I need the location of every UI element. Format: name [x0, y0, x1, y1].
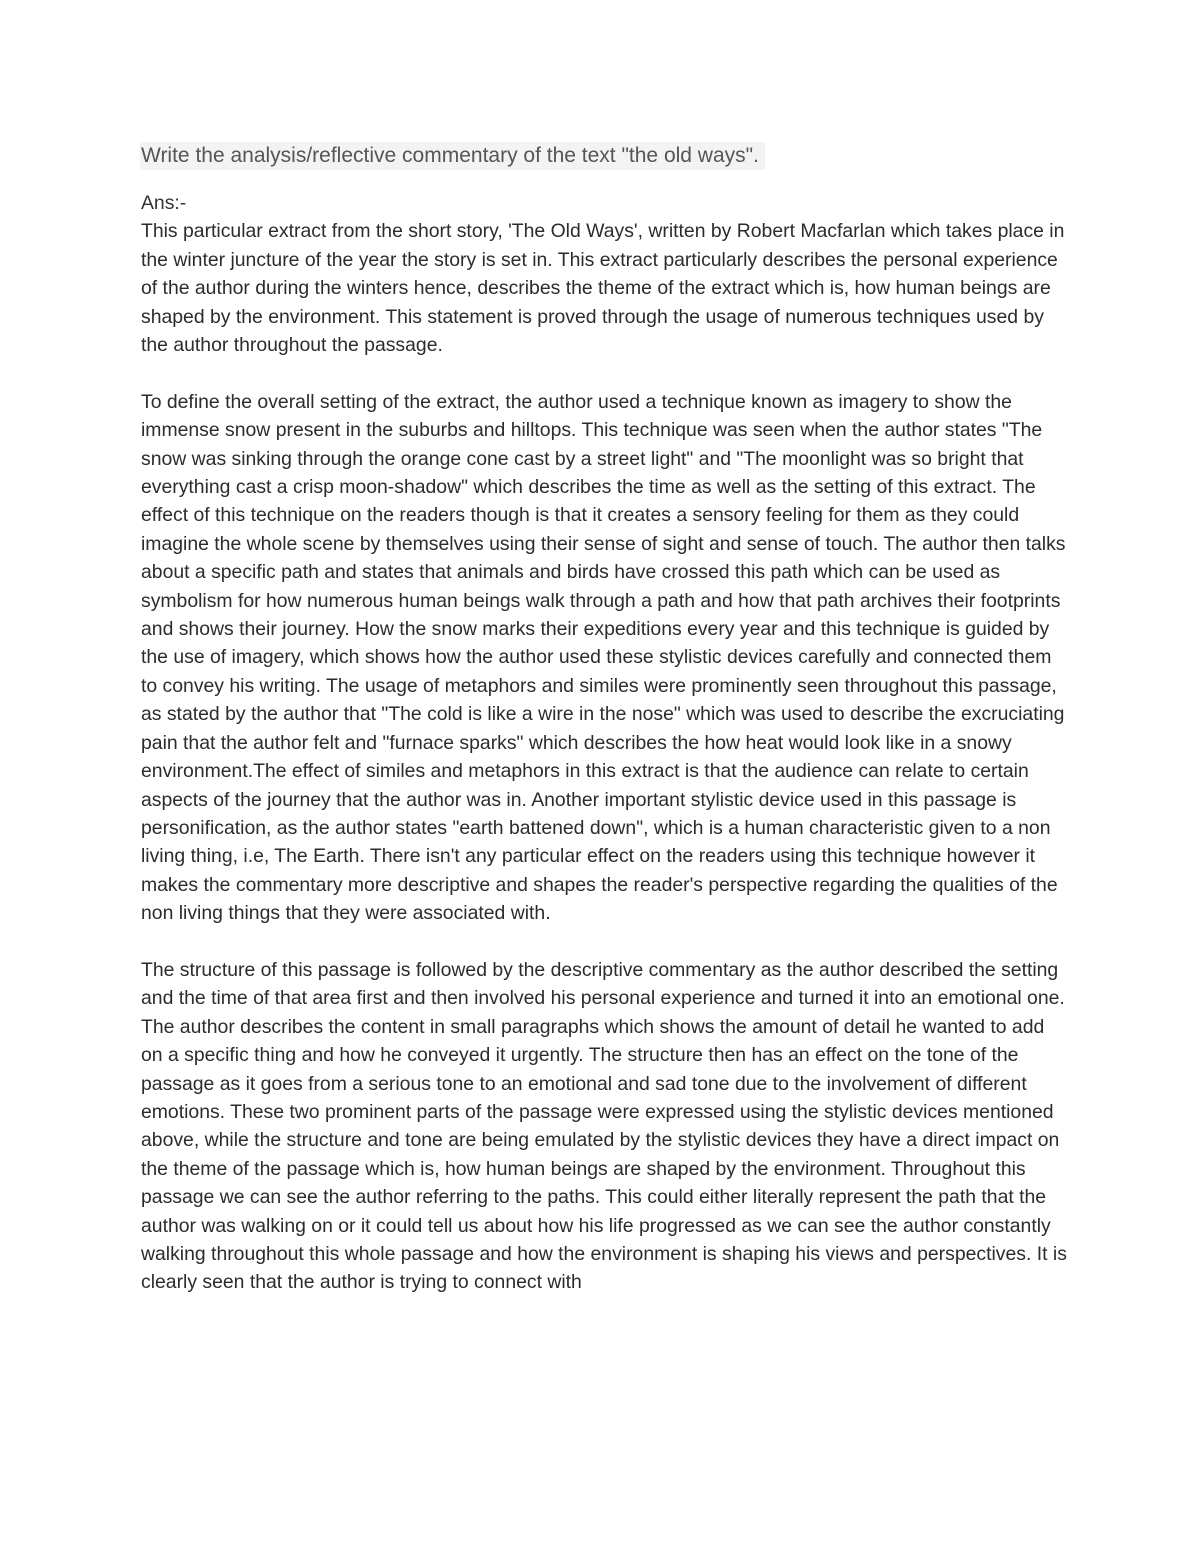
answer-label: Ans:-	[141, 192, 187, 214]
document-page	[141, 142, 1071, 1297]
paragraph-intro: This particular extract from the short story, 'The Old Ways', written by Robert Macfarlan which takes place in the winter juncture of the year the story is set in. This extract particularly describes the personal experience of the author during the winters hence, describes the theme of the extract which is, how human beings are shaped by the environment. This statement is proved through the usage of numerous techniques used by the author throughout the passage.	[141, 220, 1065, 357]
paragraph-gap	[141, 928, 1071, 956]
paragraph-structure: The structure of this passage is followed by the descriptive commentary as the author described the setting and the time of that area first and then involved his personal experience and turned it into an emotional one. The author describes the content in small paragraphs which shows the amount of detail he wanted to add on a specific thing and how he conveyed it urgently. The structure then has an effect on the tone of the passage as it goes from a serious tone to an emotional and sad tone due to the involvement of different emotions. These two prominent parts of the passage were expressed using the stylistic devices mentioned above, while the structure and tone are being emulated by the stylistic devices they have a direct impact on the theme of the passage which is, how human beings are shaped by the environment. Throughout this passage we can see the author referring to the paths. This could either literally represent the path that the author was walking on or it could tell us about how his life progressed as we can see the author constantly walking throughout this whole passage and how the environment is shaping his views and perspectives. It is clearly seen that the author is trying to connect with	[141, 958, 1067, 1294]
paragraph-gap	[141, 359, 1071, 387]
question-heading: Write the analysis/reflective commentary of the text "the old ways".	[140, 142, 765, 170]
paragraph-imagery: To define the overall setting of the extract, the author used a technique known as imagery to show the immense snow present in the suburbs and hilltops. This technique was seen when the author states "The snow was sinking through the orange cone cast by a street light" and "The moonlight was so bright that everything cast a crisp moon-shadow" which describes the time as well as the setting of this extract. The effect of this technique on the readers though is that it creates a sensory feeling for them as they could imagine the whole scene by themselves using their sense of sight and sense of touch. The author then talks about a specific path and states that animals and birds have crossed this path which can be used as symbolism for how numerous human beings walk through a path and how that path archives their footprints and shows their journey. How the snow marks their expeditions every year and this technique is guided by the use of imagery, which shows how the author used these stylistic devices carefully and connected them to convey his writing. The usage of metaphors and similes were prominently seen throughout this passage, as stated by the author that "The cold is like a wire in the nose" which was used to describe the excruciating pain that the author felt and "furnace sparks" which describes the how heat would look like in a snowy environment.The effect of similes and metaphors in this extract is that the audience can relate to certain aspects of the journey that the author was in. Another important stylistic device used in this passage is personification, as the author states "earth battened down", which is a human characteristic given to a non living thing, i.e, The Earth. There isn't any particular effect on the readers using this technique however it makes the commentary more descriptive and shapes the reader's perspective regarding the qualities of the non living things that they were associated with.	[141, 390, 1066, 925]
